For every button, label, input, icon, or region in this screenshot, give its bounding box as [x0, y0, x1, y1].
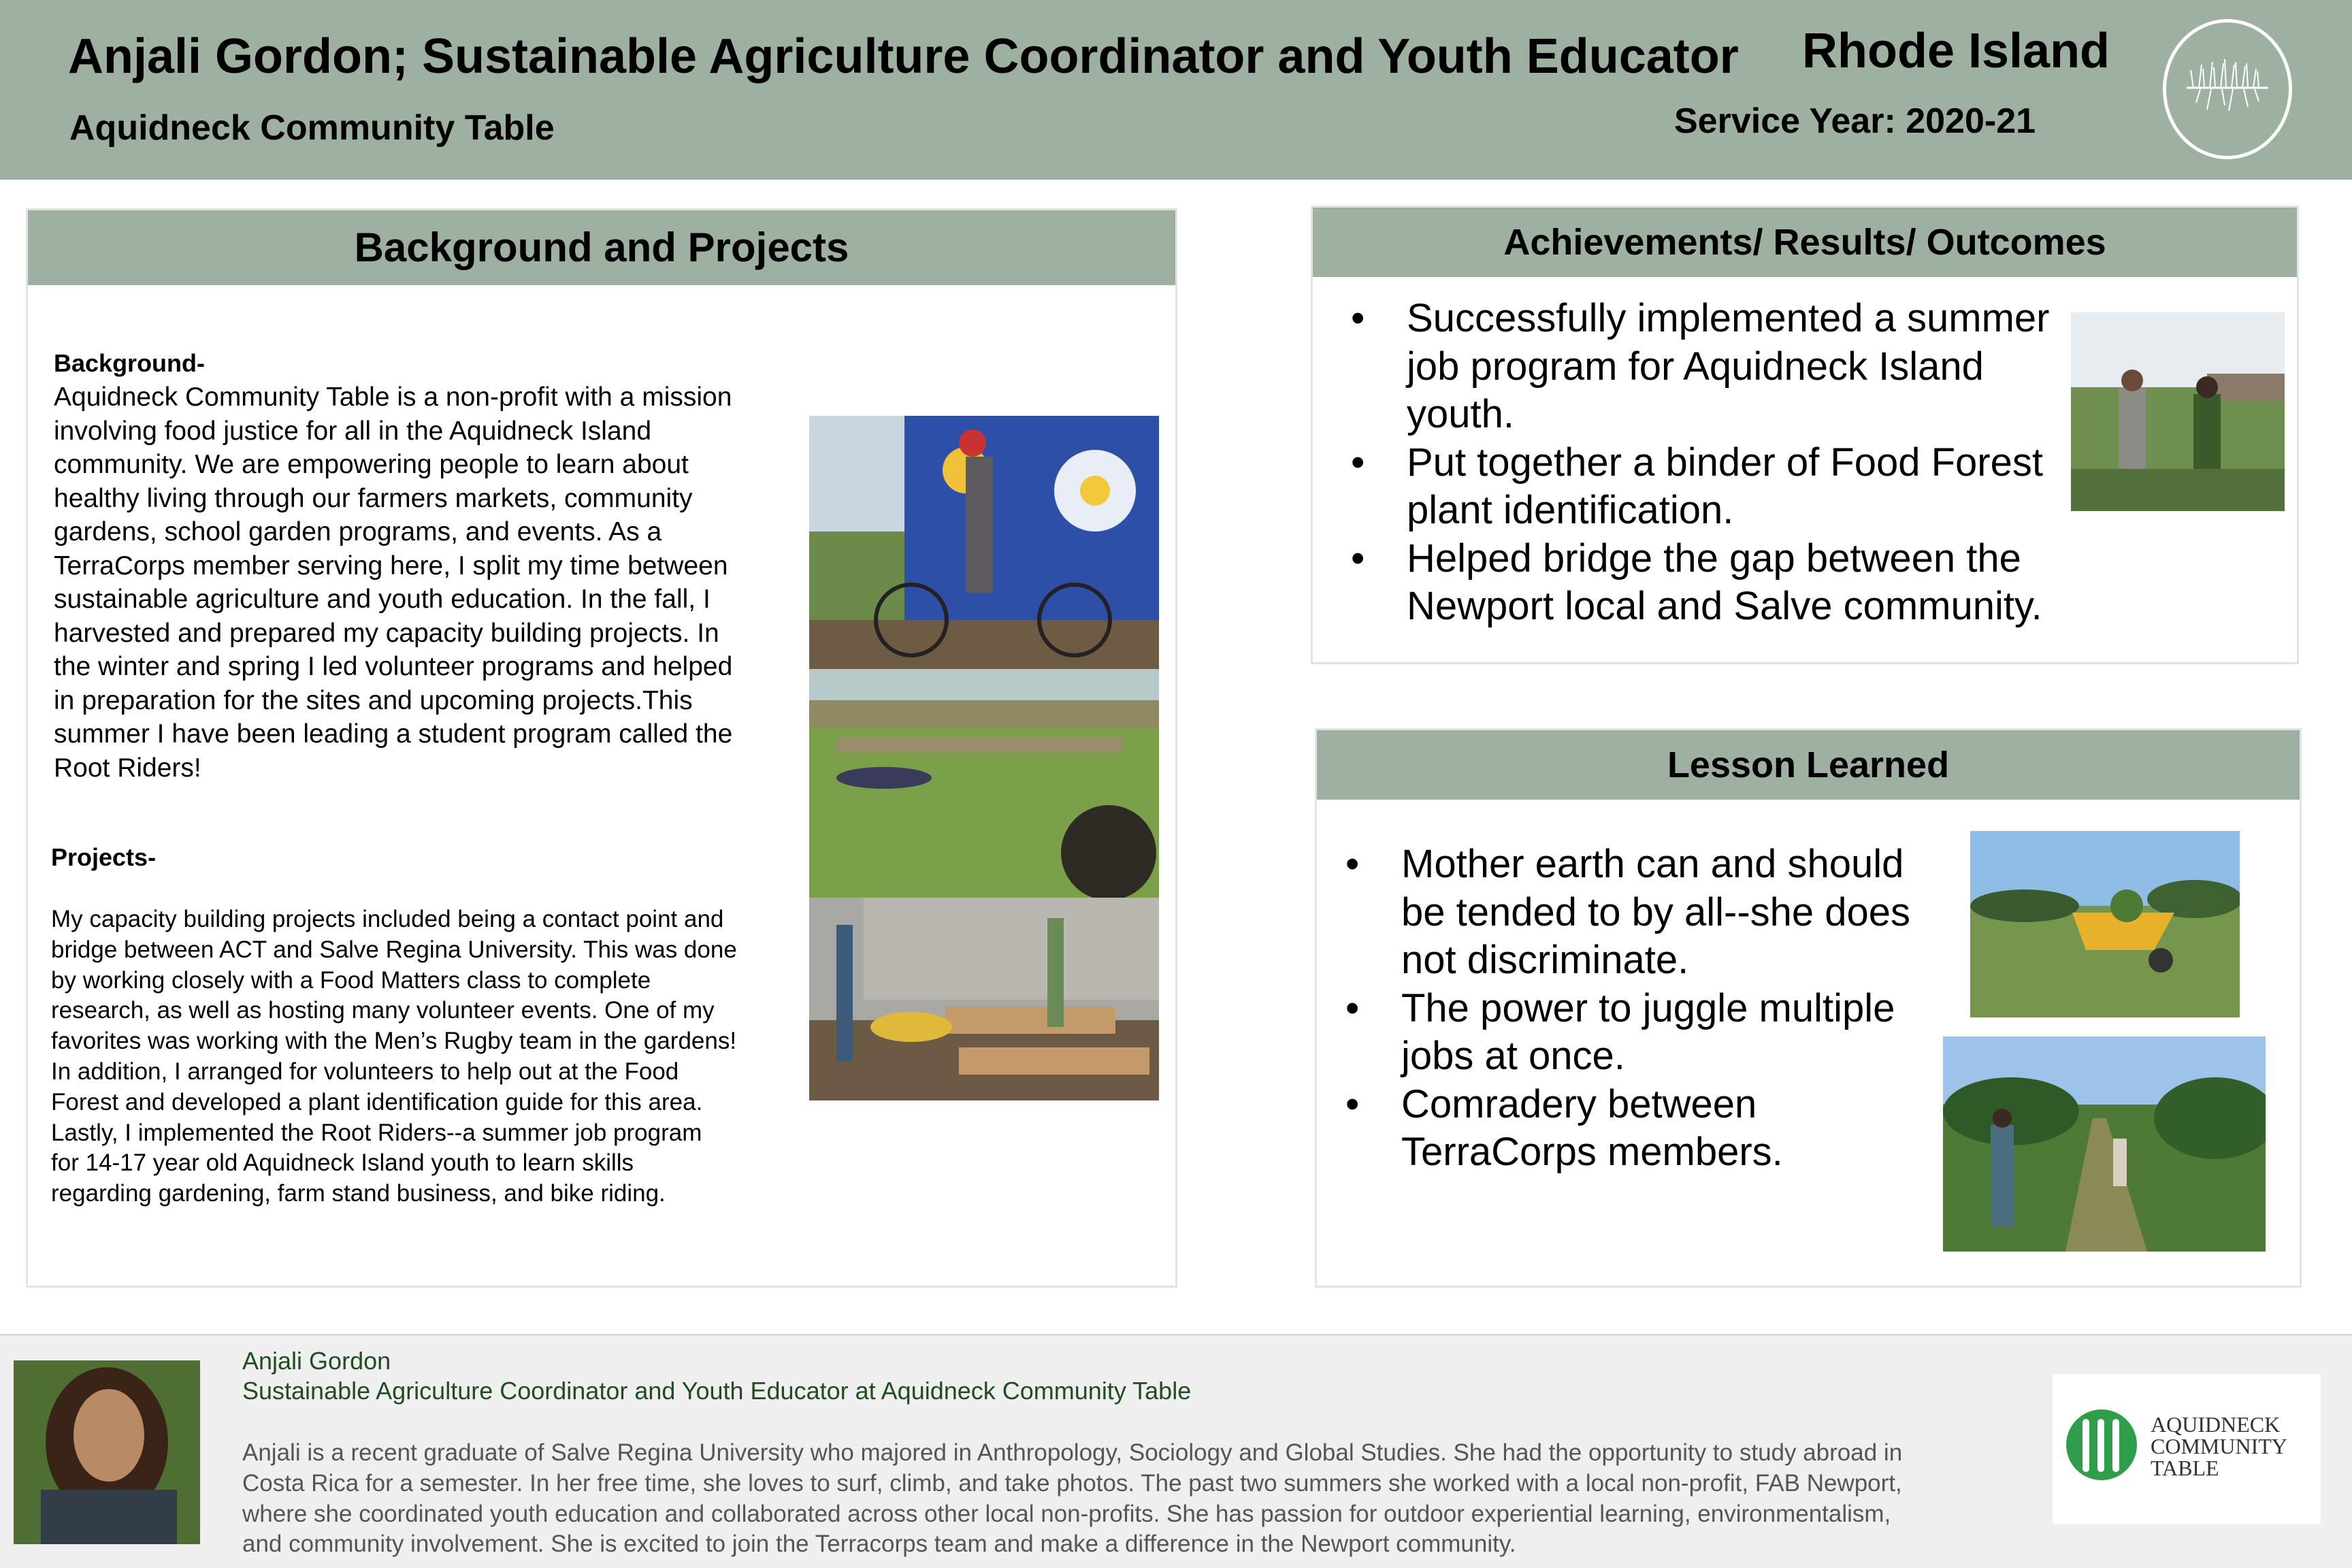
achievement-line: Successfully implemented a summer — [1407, 296, 2050, 340]
lesson-line: jobs at once. — [1401, 1034, 1625, 1078]
projects-line: Lastly, I implemented the Root Riders--a summer job program — [51, 1119, 702, 1146]
garden-lawn-photo — [809, 669, 1159, 898]
bio-line: and community involvement. She is excited to join the Terracorps team and make a difference in the Newport community. — [242, 1531, 1516, 1558]
lesson-line: TerraCorps members. — [1401, 1130, 1783, 1174]
achievement-line: Newport local and Salve community. — [1407, 584, 2042, 628]
state-name: Rhode Island — [1802, 24, 2110, 78]
background-line: summer I have been leading a student program called the — [54, 719, 733, 749]
field-work-photo — [2071, 312, 2285, 511]
bullet-icon: • — [1351, 536, 1365, 581]
background-projects-heading: Background and Projects — [28, 210, 1175, 285]
service-year: Service Year: 2020-21 — [1674, 101, 2036, 141]
projects-label: Projects- — [51, 843, 157, 871]
profile-footer — [0, 1334, 2352, 1568]
projects-line: research, as well as hosting many volunteer events. One of my — [51, 997, 715, 1024]
achievement-item — [1351, 439, 2049, 535]
achievement-line: Put together a binder of Food Forest — [1407, 440, 2043, 485]
bio-line: Costa Rica for a semester. In her free time, she loves to surf, climb, and take photos. The past two summers she worked with a local non-profit, FAB Newport, — [242, 1469, 1902, 1497]
projects-text — [51, 904, 737, 1209]
projects-line: My capacity building projects included being a contact point and — [51, 906, 724, 932]
projects-line: regarding gardening, farm stand business, and bike riding. — [51, 1180, 666, 1207]
achievement-line: Helped bridge the gap between the — [1407, 536, 2021, 581]
achievement-line: plant identification. — [1407, 488, 1734, 532]
terracorps-logo-icon — [2163, 19, 2292, 159]
bullet-icon: • — [1351, 296, 1365, 340]
mural-bike-photo — [809, 416, 1159, 669]
achievements-heading: Achievements/ Results/ Outcomes — [1313, 208, 2297, 277]
lesson-item — [1345, 840, 1910, 985]
background-projects-panel — [26, 208, 1177, 1288]
logo-line: COMMUNITY — [2151, 1434, 2287, 1458]
background-line: TerraCorps member serving here, I split my time between — [54, 551, 728, 581]
projects-line: Forest and developed a plant identification guide for this area. — [51, 1088, 703, 1115]
bullet-icon: • — [1345, 1081, 1360, 1126]
bullet-icon: • — [1345, 842, 1360, 886]
wheelbarrow-garden-photo — [809, 898, 1159, 1100]
projects-line: bridge between ACT and Salve Regina University. This was done — [51, 936, 737, 963]
lessons-heading: Lesson Learned — [1317, 730, 2300, 800]
partner-logo-text — [2151, 1414, 2287, 1479]
fork-leaf-icon — [2066, 1409, 2137, 1480]
lesson-item — [1345, 1081, 1910, 1177]
background-line: in preparation for the sites and upcoming projects.This — [54, 685, 693, 715]
lesson-line: not discriminate. — [1401, 938, 1689, 982]
lesson-line: The power to juggle multiple — [1401, 985, 1895, 1030]
lesson-line: Mother earth can and should — [1401, 842, 1904, 886]
background-line: community. We are empowering people to learn about — [54, 450, 689, 479]
wheelbarrow-field-photo — [1970, 831, 2240, 1017]
lessons-panel — [1315, 728, 2302, 1288]
lessons-list — [1345, 840, 1910, 1177]
lesson-line: be tended to by all--she does — [1401, 889, 1911, 934]
logo-line: AQUIDNECK — [2151, 1412, 2281, 1437]
achievement-line: youth. — [1407, 392, 1514, 436]
background-line: harvested and prepared my capacity building projects. In — [54, 618, 719, 648]
bullet-icon: • — [1351, 440, 1365, 485]
background-line: the winter and spring I led volunteer programs and helped — [54, 652, 733, 681]
background-line: Root Riders! — [54, 753, 201, 783]
background-line: sustainable agriculture and youth education. In the fall, I — [54, 585, 710, 614]
achievement-item — [1351, 535, 2049, 631]
background-line: healthy living through our farmers markets, community — [54, 483, 693, 513]
lesson-line: Comradery between — [1401, 1081, 1757, 1126]
poster-title: Anjali Gordon; Sustainable Agriculture Coordinator and Youth Educator — [68, 29, 1739, 84]
achievement-item — [1351, 295, 2049, 439]
achievements-list — [1351, 295, 2049, 631]
achievement-line: job program for Aquidneck Island — [1407, 344, 1984, 389]
aquidneck-community-table-logo — [2053, 1374, 2321, 1524]
background-text — [54, 380, 732, 785]
bio-line: where she coordinated youth education and collaborated across other local non-profits. She has passion for outdoor experiential learning, environmentalism, — [242, 1500, 1891, 1527]
profile-role: Sustainable Agriculture Coordinator and Youth Educator at Aquidneck Community Table — [242, 1377, 1192, 1405]
achievements-panel — [1311, 206, 2299, 664]
projects-line: for 14-17 year old Aquidneck Island youth to learn skills — [51, 1149, 634, 1177]
profile-bio — [242, 1438, 1902, 1560]
projects-line: In addition, I arranged for volunteers to help out at the Food — [51, 1058, 679, 1085]
profile-name: Anjali Gordon — [242, 1347, 391, 1375]
projects-line: by working closely with a Food Matters class to complete — [51, 966, 651, 994]
background-line: Aquidneck Community Table is a non-profit with a mission — [54, 382, 732, 412]
garden-path-photo — [1943, 1036, 2266, 1252]
background-label: Background- — [54, 349, 206, 377]
bio-line: Anjali is a recent graduate of Salve Regina University who majored in Anthropology, Sociology and Global Studies. She had the opportunity to study abroad in — [242, 1439, 1903, 1466]
profile-photo — [14, 1360, 200, 1544]
lesson-item — [1345, 985, 1910, 1081]
logo-line: TABLE — [2151, 1456, 2219, 1480]
bullet-icon: • — [1345, 985, 1360, 1030]
background-line: involving food justice for all in the Aquidneck Island — [54, 416, 652, 446]
background-line: gardens, school garden programs, and events. As a — [54, 517, 662, 546]
projects-line: favorites was working with the Men’s Rugby team in the gardens! — [51, 1028, 737, 1055]
organization-name: Aquidneck Community Table — [69, 108, 555, 148]
header-band — [0, 0, 2352, 180]
